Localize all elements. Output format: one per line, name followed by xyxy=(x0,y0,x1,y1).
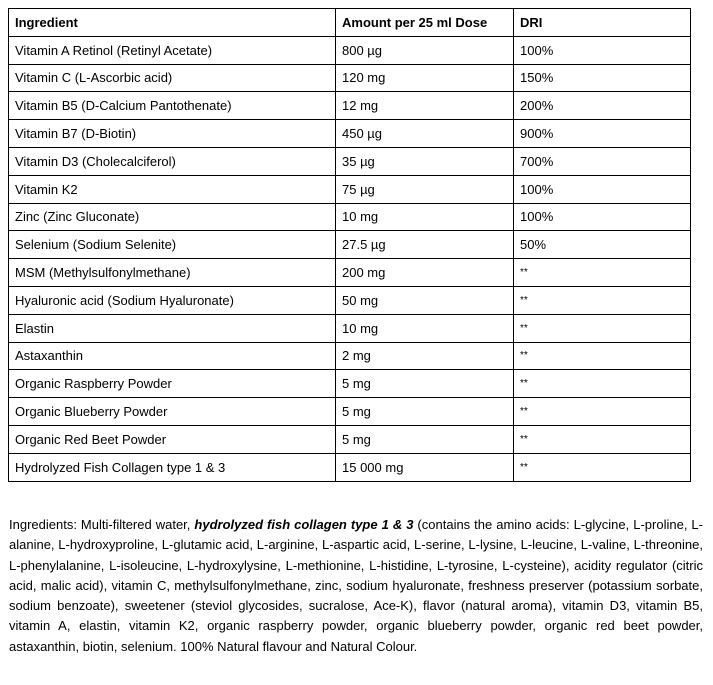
cell-ingredient: Organic Red Beet Powder xyxy=(9,425,336,453)
cell-dri: 200% xyxy=(514,92,691,120)
table-header-row xyxy=(9,9,691,37)
cell-ingredient: Elastin xyxy=(9,314,336,342)
header-dri: DRI xyxy=(514,9,691,37)
cell-ingredient: Vitamin B7 (D-Biotin) xyxy=(9,120,336,148)
table-row xyxy=(9,147,691,175)
cell-dri: 150% xyxy=(514,64,691,92)
cell-dri: ** xyxy=(514,398,691,426)
header-amount: Amount per 25 ml Dose xyxy=(336,9,514,37)
ingredients-suffix: (contains the amino acids: L-glycine, L-proline, L-alanine, L-hydroxyproline, L-glutamic acid, L-arginine, L-aspartic acid, L-serine, L-lysine, L-leucine, L-valine, L-threonine, L-phenylalanine, L-isoleucine, L-hydroxylysine, L-methionine, L-histidine, L-tyrosine, L-cysteine), acidity regulator (citric acid, malic acid), vitamin C, methylsulfonylmethane, zinc, sodium hyaluronate, freshness preserver (potassium sorbate, sodium benzoate), sweetener (steviol glycosides, sucralose, Ace-K), flavor (natural aroma), vitamin D3, vitamin B5, vitamin A, elastin, vitamin K2, organic raspberry powder, organic blueberry powder, organic red beet powder, astaxanthin, biotin, selenium. 100% Natural flavour and Natural Colour. xyxy=(9,517,703,654)
table-row xyxy=(9,36,691,64)
cell-dri: ** xyxy=(514,314,691,342)
table-row xyxy=(9,398,691,426)
cell-amount: 10 mg xyxy=(336,203,514,231)
ingredients-paragraph xyxy=(9,515,703,657)
cell-ingredient: Vitamin K2 xyxy=(9,175,336,203)
cell-ingredient: Astaxanthin xyxy=(9,342,336,370)
cell-amount: 15 000 mg xyxy=(336,453,514,481)
cell-ingredient: Organic Raspberry Powder xyxy=(9,370,336,398)
cell-dri: ** xyxy=(514,370,691,398)
cell-dri: 100% xyxy=(514,36,691,64)
cell-ingredient: Vitamin A Retinol (Retinyl Acetate) xyxy=(9,36,336,64)
cell-amount: 5 mg xyxy=(336,398,514,426)
cell-amount: 5 mg xyxy=(336,370,514,398)
cell-dri: ** xyxy=(514,425,691,453)
cell-dri: 100% xyxy=(514,175,691,203)
header-ingredient: Ingredient xyxy=(9,9,336,37)
cell-amount: 200 mg xyxy=(336,259,514,287)
table-row xyxy=(9,92,691,120)
table-row xyxy=(9,203,691,231)
table-row xyxy=(9,231,691,259)
cell-amount: 35 µg xyxy=(336,147,514,175)
cell-ingredient: Vitamin D3 (Cholecalciferol) xyxy=(9,147,336,175)
cell-dri: ** xyxy=(514,286,691,314)
table-row xyxy=(9,453,691,481)
table-body xyxy=(9,36,691,481)
cell-dri: ** xyxy=(514,259,691,287)
cell-ingredient: Zinc (Zinc Gluconate) xyxy=(9,203,336,231)
cell-dri: 100% xyxy=(514,203,691,231)
cell-amount: 120 mg xyxy=(336,64,514,92)
cell-amount: 450 µg xyxy=(336,120,514,148)
cell-amount: 50 mg xyxy=(336,286,514,314)
table-row xyxy=(9,64,691,92)
cell-dri: 50% xyxy=(514,231,691,259)
cell-dri: 900% xyxy=(514,120,691,148)
cell-ingredient: Vitamin C (L-Ascorbic acid) xyxy=(9,64,336,92)
cell-amount: 10 mg xyxy=(336,314,514,342)
ingredients-prefix: Ingredients: Multi-filtered water, xyxy=(9,517,195,532)
table-row xyxy=(9,425,691,453)
table-row xyxy=(9,259,691,287)
table-row xyxy=(9,175,691,203)
cell-ingredient: Vitamin B5 (D-Calcium Pantothenate) xyxy=(9,92,336,120)
cell-ingredient: Organic Blueberry Powder xyxy=(9,398,336,426)
table-row xyxy=(9,286,691,314)
cell-amount: 800 µg xyxy=(336,36,514,64)
table-row xyxy=(9,120,691,148)
table-row xyxy=(9,314,691,342)
cell-dri: 700% xyxy=(514,147,691,175)
cell-ingredient: Selenium (Sodium Selenite) xyxy=(9,231,336,259)
cell-amount: 75 µg xyxy=(336,175,514,203)
cell-dri: ** xyxy=(514,342,691,370)
cell-dri: ** xyxy=(514,453,691,481)
table-row xyxy=(9,342,691,370)
cell-ingredient: MSM (Methylsulfonylmethane) xyxy=(9,259,336,287)
cell-ingredient: Hydrolyzed Fish Collagen type 1 & 3 xyxy=(9,453,336,481)
ingredients-highlight: hydrolyzed fish collagen type 1 & 3 xyxy=(194,517,414,532)
cell-ingredient: Hyaluronic acid (Sodium Hyaluronate) xyxy=(9,286,336,314)
cell-amount: 27.5 µg xyxy=(336,231,514,259)
cell-amount: 5 mg xyxy=(336,425,514,453)
table-row xyxy=(9,370,691,398)
cell-amount: 2 mg xyxy=(336,342,514,370)
cell-amount: 12 mg xyxy=(336,92,514,120)
nutrition-table xyxy=(8,8,691,482)
